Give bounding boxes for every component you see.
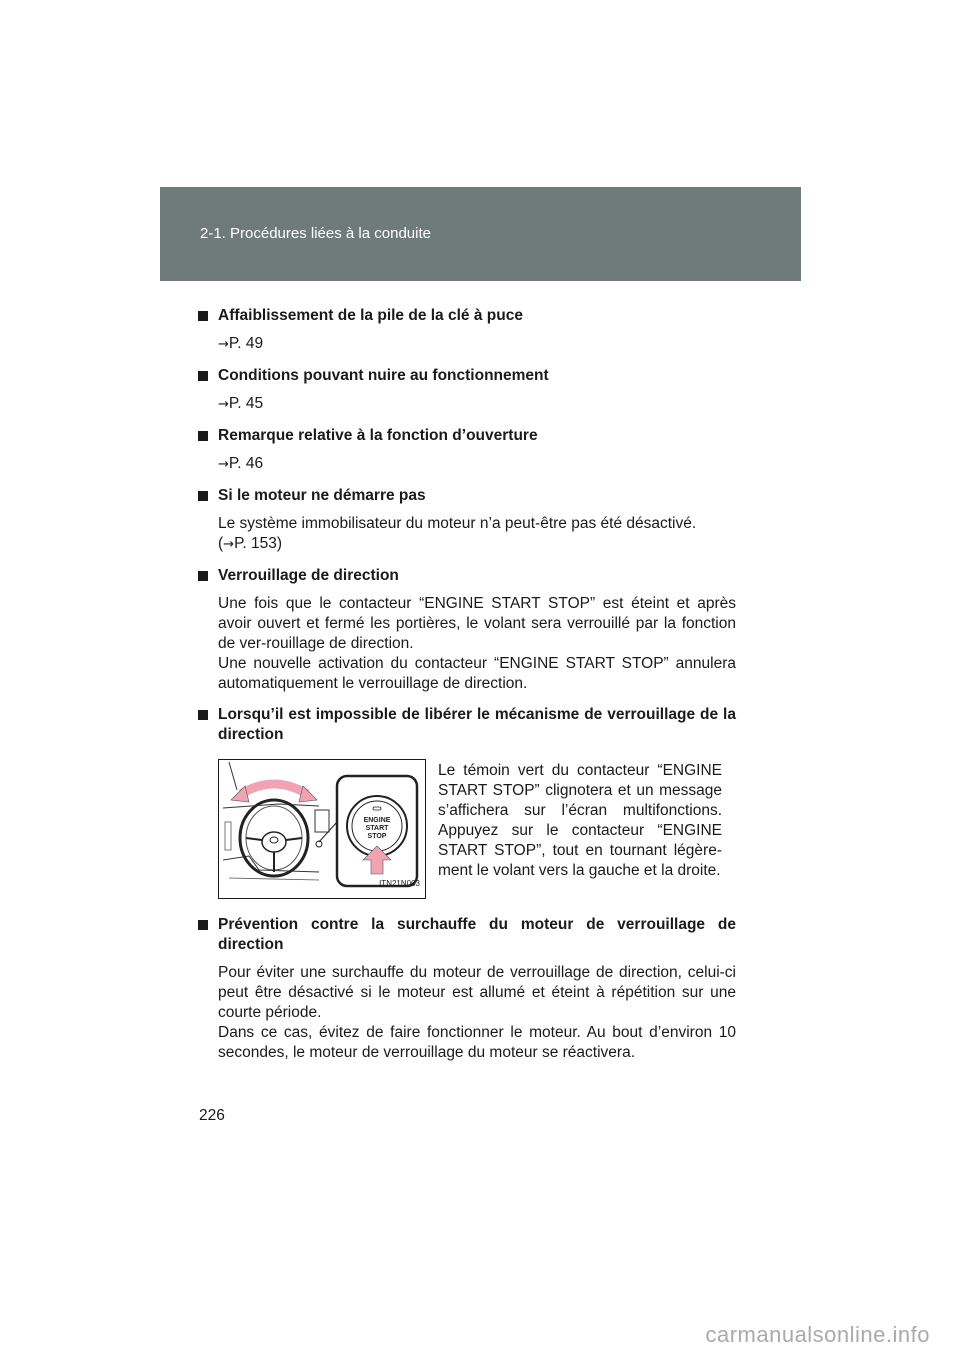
watermark: carmanualsonline.info (705, 1322, 930, 1347)
section-surchauffe (198, 915, 736, 1063)
chapter-title: 2-1. Procédures liées à la conduite (200, 225, 431, 242)
bullet-square-icon (198, 920, 208, 930)
steering-wheel-icon (240, 800, 308, 876)
page-reference[interactable]: →P. 49 (218, 335, 264, 352)
section-body: Une fois que le contacteur “ENGINE START STOP” est éteint et après avoir ouvert et fermé les portières, le volant sera verrouillé par la fonction de ver-rouillage de direction. Une nouvelle activation du contacteur “ENGINE START STOP” annulera automatiquement le verrouillage de direction. (218, 595, 736, 692)
page-reference[interactable]: →P. 45 (218, 395, 264, 412)
button-label-start: START (365, 825, 389, 832)
section-body: Pour éviter une surchauffe du moteur de verrouillage de direction, celui-ci peut être désactivé si le moteur est allumé et éteint à répétition sur une courte période. Dans ce cas, évitez de faire fonctionner le moteur. Au bout d’environ 10 secondes, le moteur de verrouillage du moteur se réactivera. (218, 964, 736, 1061)
figure-caption: Le témoin vert du contacteur “ENGINE START STOP” clignotera et un message s’affichera sur l’écran multifonctions. Appuyez sur le contacteur “ENGINE START STOP”, tout en tournant légère-ment le volant vers la gauche et la droite. (438, 762, 722, 879)
page-number: 226 (199, 1107, 225, 1124)
section-heading: Lorsqu’il est impossible de libérer le mécanisme de verrouillage de la direction (198, 705, 736, 745)
section-pile (198, 306, 736, 355)
button-label-engine: ENGINE (363, 817, 391, 824)
section-verrouillage (198, 566, 736, 694)
section-body: Le système immobilisateur du moteur n’a peut-être pas été désactivé. (→P. 153) (198, 514, 736, 555)
section-conditions (198, 366, 736, 415)
section-demarrage (198, 486, 736, 555)
button-label-stop: STOP (367, 833, 387, 840)
page-reference[interactable]: (→P. 153) (218, 535, 283, 552)
figure-block (218, 759, 736, 899)
page-content (198, 306, 736, 1074)
bullet-square-icon (198, 371, 208, 381)
section-liberation (198, 705, 736, 899)
figure-code: ITN21N003 (379, 879, 420, 888)
chapter-header (160, 187, 801, 281)
steering-illustration (218, 759, 426, 899)
section-heading: Conditions pouvant nuire au fonctionnement (198, 366, 736, 386)
bullet-square-icon (198, 710, 208, 720)
section-heading: Remarque relative à la fonction d’ouverture (198, 426, 736, 446)
bullet-square-icon (198, 311, 208, 321)
section-heading: Prévention contre la surchauffe du moteur de verrouillage de direction (198, 915, 736, 955)
section-ouverture (198, 426, 736, 475)
page-reference[interactable]: →P. 46 (218, 455, 264, 472)
bullet-square-icon (198, 491, 208, 501)
section-heading: Verrouillage de direction (198, 566, 736, 586)
section-heading: Si le moteur ne démarre pas (198, 486, 736, 506)
bullet-square-icon (198, 431, 208, 441)
bullet-square-icon (198, 571, 208, 581)
section-heading: Affaiblissement de la pile de la clé à puce (198, 306, 736, 326)
